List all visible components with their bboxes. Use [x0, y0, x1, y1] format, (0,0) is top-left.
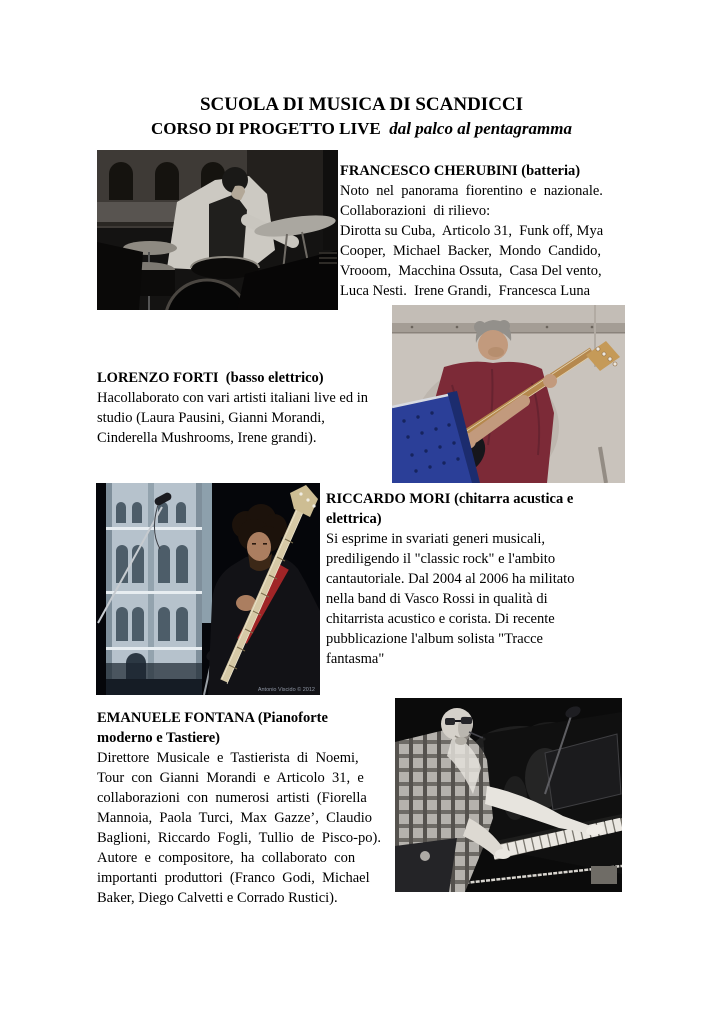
bio-line: cantautoriale. Dal 2004 al 2006 ha militato [326, 571, 575, 587]
artist-heading: EMANUELE FONTANA (Pianoforte [97, 710, 328, 726]
photo-riccardo-mori-guitar [96, 483, 320, 695]
bio-line: Hacollaborato con vari artisti italiani live ed in [97, 390, 368, 406]
bio-emanuele-fontana [97, 708, 397, 908]
bio-line: Tour con Gianni Morandi e Articolo 31, e [97, 770, 364, 786]
artist-heading: LORENZO FORTI (basso elettrico) [97, 370, 324, 386]
cathedral-tower [106, 483, 212, 695]
artist-heading: elettrica) [326, 511, 382, 527]
bio-line: Luca Nesti. Irene Grandi, Francesca Luna [340, 283, 591, 299]
bio-line: fantasma" [326, 651, 385, 667]
course-subtitle [0, 119, 723, 139]
bio-lorenzo-forti [97, 368, 393, 448]
bio-line: Vrooom, Macchina Ossuta, Casa Del vento, [340, 263, 602, 279]
bio-riccardo-mori [326, 489, 624, 669]
course-label: CORSO DI PROGETTO LIVE [151, 119, 381, 138]
artist-heading: RICCARDO MORI (chitarra acustica e [326, 491, 574, 507]
bio-line: Mannoia, Paola Turci, Max Gazze’, Claudio [97, 810, 373, 826]
bio-line: Direttore Musicale e Tastierista di Noemi, [97, 750, 359, 766]
bio-line: Autore e compositore, ha collaborato con [97, 850, 356, 866]
artist-heading: FRANCESCO CHERUBINI (batteria) [340, 163, 581, 179]
bio-line: Si esprime in svariati generi musicali, [326, 531, 546, 547]
photo-lorenzo-forti-bass [392, 305, 625, 483]
bio-francesco-cherubini [340, 161, 624, 301]
bio-line: prediligendo il "classic rock" e l'ambito [326, 551, 556, 567]
course-subtitle-italic: dal palco al pentagramma [389, 119, 572, 138]
bio-line: Collaborazioni di rilievo: [340, 203, 491, 219]
bio-line: Dirotta su Cuba, Articolo 31, Funk off, Mya [340, 223, 604, 239]
stage-monitor-left [97, 242, 143, 310]
bio-line: Baglioni, Riccardo Fogli, Tullio de Pisco-po). [97, 830, 381, 846]
bio-line: studio (Laura Pausini, Gianni Morandi, [97, 410, 325, 426]
photo-francesco-cherubini-drums [97, 150, 338, 310]
bio-line: importanti produttori (Franco Godi, Michael [97, 870, 370, 886]
bio-line: collaborazioni con numerosi artisti (Fiorella [97, 790, 367, 806]
bio-line: Cooper, Michael Backer, Mondo Candido, [340, 243, 601, 259]
artist-heading: moderno e Tastiere) [97, 730, 220, 746]
bio-line: Noto nel panorama fiorentino e nazionale. [340, 183, 603, 199]
bio-line: Cinderella Mushrooms, Irene grandi). [97, 430, 317, 446]
bio-line: pubblicazione l'album solista "Tracce [326, 631, 543, 647]
bio-line: Baker, Diego Calvetti e Corrado Rustici). [97, 890, 338, 906]
bio-line: nella band di Vasco Rossi in qualità di [326, 591, 548, 607]
photo-credit-watermark: Antonio Viscido © 2012 [257, 687, 315, 693]
page-title: SCUOLA DI MUSICA DI SCANDICCI [199, 94, 524, 115]
photo-emanuele-fontana-piano [395, 698, 622, 892]
bio-line: chitarrista acustico e corista. Di recente [326, 611, 555, 627]
